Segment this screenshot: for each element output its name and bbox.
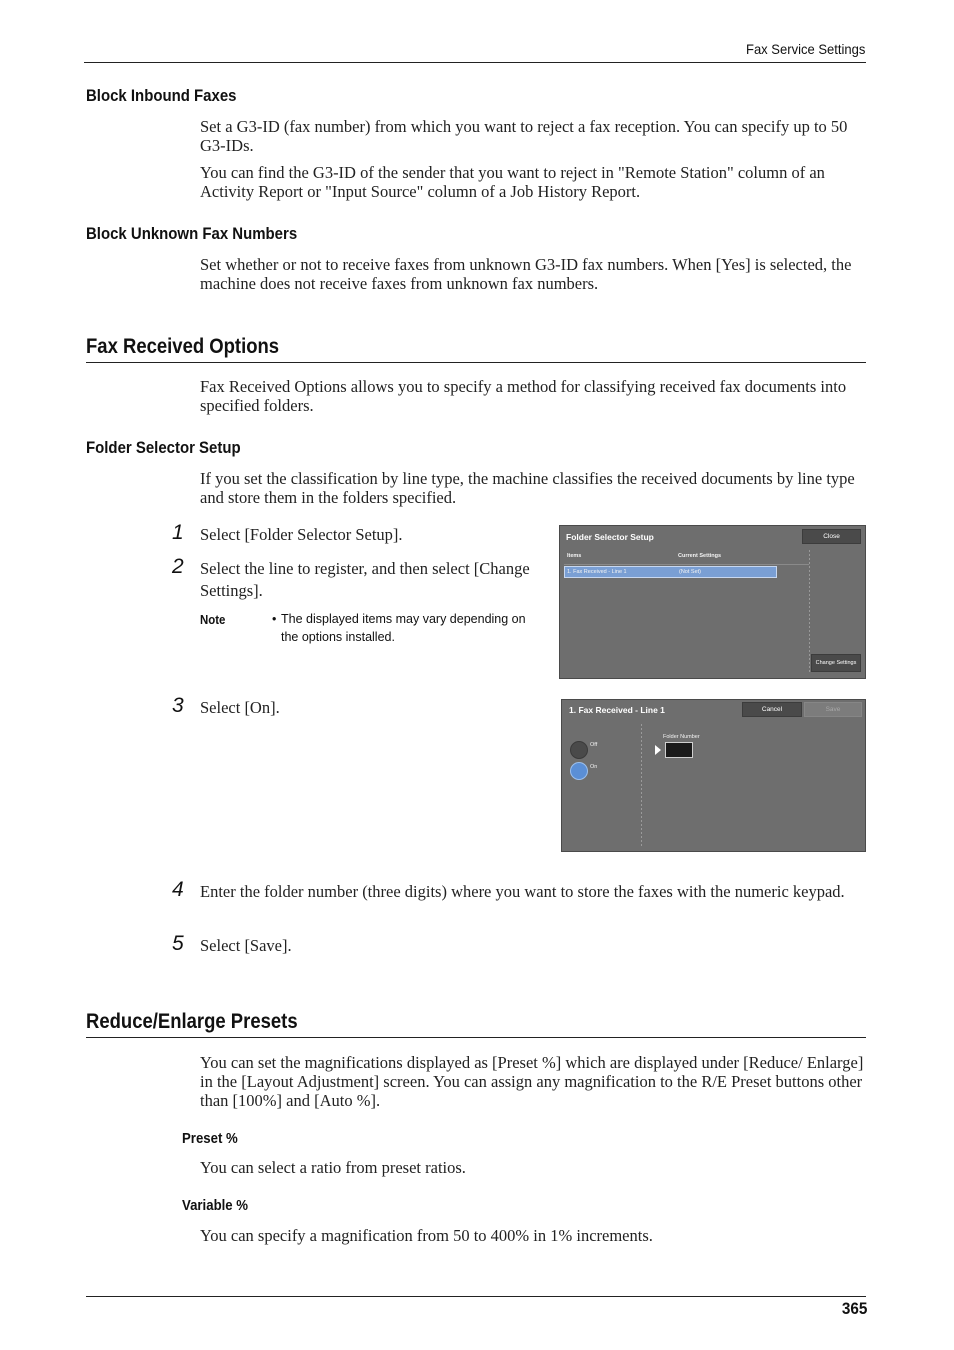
block-inbound-para2: You can find the G3-ID of the sender that you want to reject in "Remote Station" column of an Activity Report or "Input Source" column of a Job History Report. (200, 163, 825, 201)
fax-received-para: Fax Received Options allows you to specify a method for classifying received fax documents into specified folders. (200, 377, 847, 415)
note-bullet: • (272, 612, 277, 626)
header-divider (564, 564, 809, 565)
row-current-value: (Not Set) (679, 569, 702, 575)
preset-heading: Preset % (182, 1130, 238, 1147)
fax-received-heading: Fax Received Options (86, 335, 280, 358)
step-text: Select [Save]. (200, 936, 292, 955)
block-inbound-para1: Set a G3-ID (fax number) from which you want to reject a fax reception. You can specify up to 50 G3-IDs. (200, 117, 848, 155)
on-radio-button[interactable] (570, 762, 588, 780)
off-radio-button[interactable] (570, 741, 588, 759)
screen-title: Folder Selector Setup (566, 532, 654, 542)
block-unknown-para: Set whether or not to receive faxes from unknown G3-ID fax numbers. When [Yes] is selected, the machine does not receive faxes from unknown fax numbers. (200, 255, 852, 293)
change-settings-button[interactable]: Change Settings (811, 654, 861, 672)
on-label: On (590, 764, 598, 770)
folder-number-label: Folder Number (663, 734, 700, 740)
variable-text: You can specify a magnification from 50 to 400% in 1% increments. (200, 1226, 653, 1245)
step-text: Select [Folder Selector Setup]. (200, 525, 403, 544)
step-number: 2 (172, 555, 184, 578)
step-text: Select [On]. (200, 698, 280, 717)
page-number: 365 (841, 1299, 867, 1318)
running-header: Fax Service Settings (745, 41, 865, 57)
step-text: Select the line to register, and then select [Change Settings]. (200, 559, 530, 600)
reduce-enlarge-heading: Reduce/Enlarge Presets (86, 1010, 298, 1033)
block-inbound-heading: Block Inbound Faxes (86, 86, 237, 105)
variable-heading: Variable % (182, 1197, 249, 1214)
panel-divider (641, 724, 642, 848)
row-item-label: 1. Fax Received - Line 1 (567, 569, 627, 575)
step-number: 4 (172, 878, 184, 901)
footer-rule (86, 1296, 866, 1297)
note-label: Note (200, 612, 226, 627)
reduce-enlarge-rule (86, 1037, 866, 1038)
note-text: The displayed items may vary depending on the options installed. (281, 612, 526, 644)
close-button[interactable]: Close (802, 529, 861, 544)
preset-text: You can select a ratio from preset ratios. (200, 1158, 466, 1177)
arrow-right-icon (655, 745, 661, 755)
step-text: Enter the folder number (three digits) where you want to store the faxes with the numeric keypad. (200, 882, 845, 901)
screen-title: 1. Fax Received - Line 1 (569, 705, 665, 715)
folder-selector-screen (559, 525, 866, 679)
step-number: 5 (172, 932, 184, 955)
column-header-current-settings: Current Settings (678, 553, 722, 559)
save-button[interactable]: Save (804, 702, 862, 717)
folder-number-field[interactable] (665, 742, 693, 758)
reduce-enlarge-para: You can set the magnifications displayed as [Preset %] which are displayed under [Reduce/ Enlarge] in the [Layout Adjustment] screen. You can assign any magnification to the R/E Preset buttons other than [100%] and [Auto %]. (200, 1053, 864, 1110)
column-header-items: Items (567, 553, 582, 559)
panel-divider (809, 550, 810, 674)
header-rule (84, 62, 866, 63)
fax-received-line-screen (561, 699, 866, 852)
fax-received-rule (86, 362, 866, 363)
folder-selector-heading: Folder Selector Setup (86, 438, 241, 457)
step-number: 3 (172, 694, 184, 717)
block-unknown-heading: Block Unknown Fax Numbers (86, 224, 298, 243)
step-number: 1 (172, 521, 184, 544)
table-row-selected[interactable] (564, 566, 777, 578)
off-label: Off (590, 742, 598, 748)
folder-selector-para: If you set the classification by line type, the machine classifies the received documents by line type and store them in the folders specified. (200, 469, 855, 507)
cancel-button[interactable]: Cancel (742, 702, 802, 717)
